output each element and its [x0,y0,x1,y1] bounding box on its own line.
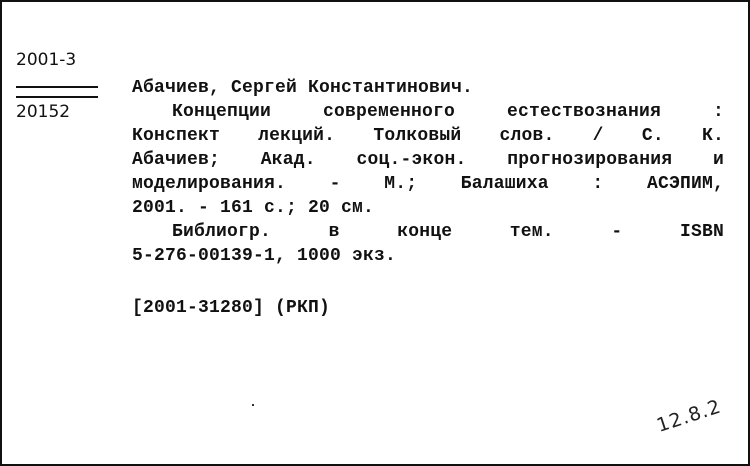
handwritten-note: 12.8.2 [654,395,724,437]
registration-number: [2001-31280] (РКП) [132,298,331,318]
title-line: моделирования. - М.; Балашиха : АСЭПИМ, [132,174,724,194]
spacer [132,268,724,296]
card-number-bottom: 20152 [16,102,71,122]
title-line: 2001. - 161 с.; 20 см. [132,198,375,218]
title-line: Концепции современного естествознания : [172,102,724,122]
title-line: Абачиев; Акад. соц.-экон. прогнозирования и [132,150,724,170]
title-line: Конспект лекций. Толковый слов. / С. К. [132,126,724,146]
note-line: Библиогр. в конце тем. - ISBN [172,222,724,242]
scan-speck [252,404,254,406]
note-line: 5-276-00139-1, 1000 экз. [132,246,397,266]
author-heading: Абачиев, Сергей Константинович. [132,78,474,98]
divider-line [16,86,98,88]
card-number-top: 2001-3 [16,50,77,70]
bibliographic-entry [132,76,724,320]
divider-line [16,96,98,98]
